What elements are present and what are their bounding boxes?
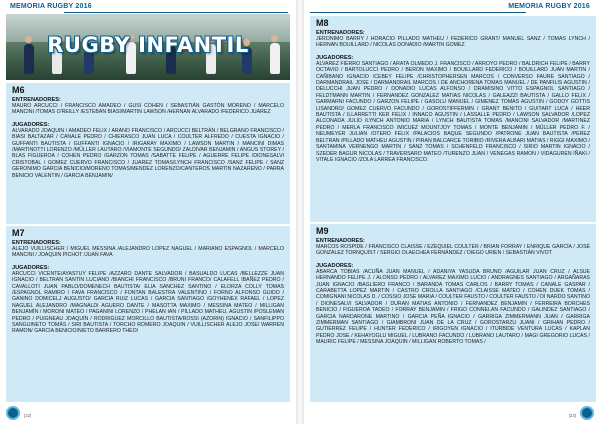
- header-rule-right: [310, 12, 526, 13]
- right-page: [304, 0, 600, 424]
- players-label: JUGADORES:: [12, 121, 50, 128]
- players-label: JUGADORES:: [316, 262, 354, 269]
- coaches-label: ENTRENADORES:: [316, 238, 365, 244]
- section-title: M7: [12, 228, 25, 238]
- section-title: M6: [12, 85, 25, 95]
- coaches-label: ENTRENADORES:: [316, 30, 365, 36]
- players-list: ALVAREZ FIERRO SANTIAGO / ARATA OLMEDO J. FRANCISCO / ARROYO PEDRO / BALDRICH FELIPE / BARRY OCTAVIO / BARTOLUCCI PEDRO / BERON MAXIMO / BOUILLARD FEDERICO / BOUILLARD JUAN MARTIN / CAÑIBANO IGNACIO /CEBEY FELIPE /CHRISTOPHERSEN MARCOS / CONVERSO FAURE SANTIAGO / DARMANDRAIL JOSE / DARMANDRAIL MARCOS / DE ANCHORENA TOMAS MANUEL / DE PANFILIS AGUSTIN / DELUCCHI JUAN PEDRO / DONADIO LUCAS ALFONSO / DRAMISINO VITTO ESPAGNOL SANTIAGO / FELDTMANN MARTIN / FERNANDEZ GONZALEZ MATIAS NICOLAS / GALEAZZI BAUTISTA / GALLO FELIX / GARMARNI FACUNDO / GARZON FELIPE / GASOLU MANUEL / GIMENEZ TOMAS AGUSTIN / GODOY GOTTIS LISANDRO/ GOMEZ CUERVO FACUNDO / GOROSTIFFERMIN / GRANT BENITO / GUITART LUCA / HEER BAUTISTA / ILLARRETTI KER FELIX / INNACO AGUSTIN / LASSALLE PEDRO / LAWSON SALVADOR /LOPEZ ALCONADA JULIO /LYNCH ANTONIO MARIA / LYNCH BAUTISTA TOMAS /MANCINI SALVADOR /MARTINEZ PEDRO / MERLA FRANCISCO /MICUEZ MOUNTJOY TOMAS / MONTE BENJAMIN / MÜLLER PEDRO F. / NEUMEYER JULIAN /OTERO FELIX /PALACIOS BAQUE SEGUNDO /PATRONE JUAN BAUTISTA /PEREZ BELTRAN /PILLADO MATHEU AGUSTIN / PIRAN BALCARCE TORIBIO /RIVERA ALBARI MATIAS / RIGGI MAXIMO / SANTAMINA VERNENGO MARTIN / SANZ TOMAS / SCHENFELD FRANCISCO / SIRIO MARTIN IGNACIO / SZEDER BAGUR NICOLAS / TRAVERSARO MATEO /TURENZO JUAN / VENEGAS RAMON / VIDAGUREN IÑAKI / VITALE IGNACIO /ZOLA LARREA FRANCISCO.: [316, 60, 590, 163]
- coaches-label: ENTRENADORES:: [12, 97, 61, 103]
- running-header-left: MEMORIA RUGBY 2016: [10, 3, 92, 10]
- page-number-right: |23|: [568, 413, 576, 418]
- players-label: JUGADORES:: [12, 264, 50, 271]
- players-list: ARCUCCI VICENTE/AYASTUY FELIPE /AZZARO DANTE SALVADOR / BASUALDO LUCAS /BELLEZZE JUAN IGNACIO / BELTRAN SANTIN LUCIANO /BIANCHI FRANCISCO /BRUNI FRANCO/ CALAFELL IBAÑEZ PEDRO / CAVALLOTI JUAN PABLO/DOMENECH BAUTISTA/ ELIA SANCHEZ SANTINO / ELORZA COLLY TOMAS /ESPAGNOL RAMIRO / FAVA FRANCISCO / FONTAN BALESTRA VALENTINO / FORNO ALFONSO GUIDO / GANINO DOMICELJ AUGUSTO/ GARCIA RUIZ LUCAS / GARCIA SANTIAGO /GOYHENEX RAFAEL / LOPEZ NAGUEL ALEJANDRO /MAGNALDI AGUERO DANTE / MASOTTA MAXIMO / MESSINA MATEO / MILLIGAN BENJAMÍN / MORONI MATEO / PAGANINI LORENZO / PHELAN IAN / PILLADO MATHEU, AGUSTIN /POSLEMAN PEDRO / PUIGNEAU JOAQUÍN / RODRIGUEZ MORCILLO BAUTISTA/ROSSI (AZORIN) IGNACIO / SANFILIPPO SANGUINETO TOMÁS / SIRI BAUTISTA / TORCHO ROMERO JOAQUIN / VUILLISCHER ALEJO JOSE/ WARREN RAMON/ GARCIA BENICIO/NIETO BARRERO THEO/: [12, 270, 284, 335]
- section-title: M8: [316, 18, 329, 28]
- coaches-label: ENTRENADORES:: [12, 240, 61, 246]
- section-title: M9: [316, 226, 329, 236]
- hero-photo: [6, 14, 290, 80]
- header-rule-left: [64, 12, 288, 13]
- running-header-right: MEMORIA RUGBY 2016: [508, 3, 590, 10]
- section-m6: [6, 83, 290, 224]
- players-list: ABARCA TOBIAS /ACUÑA JUAN MANUEL / ADANIYA YASUDA BRUNO /AGUILAR JUAN CRUZ / ALSUE HERNANDO FELIPE J. / ALONSO PEDRO / ALVAREZ MAXIMO LUCIO / ANDRAGNES SANTIAGO / ARGAÑARAS JUAN IGNACIO /BAGLIERO FRANCO / BARANDA TOMAS CARLOS / BARRY TOMAS / CANALE GASPAR / CARABETTA LOPEZ MARTIN / CASTRO CROLLA SANTIAGO /CLAISSE MATEO / COHEN DUEK TOMAS / COMIGNANI NICOLAS D. / COSSIO JOSE MARIA / COULTER FAUSTO / COULTER FAUSTO / DI NARDO SANTINO / DIONESALVI SALVADOR / DURAN MATIAS ANTONIO / FERNANDEZ BENJAMIN / FERREIRA BORCHES BENICIO / FIGUEROA TADEO / FORRAY BENJAMIN / FRIGO CONNELAN FACUNDO / GALINDEZ SANTIAGO / GARCIA NARDARONE MARTINO / GARCIA PEÑA IGNACIO / GARRIGA ZIMMERMANN JUAN / GARRIGA ZIMMERMAN SANTIAGO / GIAMBRONI JUAN DE LA CRUZ / GOROSTARZU JUANI / GRIHAN PEDRO / GUTIERREZ FELIPE / HUNTER FEDERICO / IRIGOYEN IGNACIO / ITURBIDE VENTURA LUCAS / KAPLAN PEDRO JOSE / KEHAYOGLU MIGUEL / LUBRANO FACUNDO / LUBRANO LAUTARO / MAGI GREGORIO LUCAS / MAURIC FELIPE / MESSINA JOAQUIN / MILLIGAN ROBERTO TOMAS /: [316, 268, 590, 346]
- left-page: [0, 0, 296, 424]
- section-m7: [6, 226, 290, 402]
- coaches-list: JERONIMO BARRY / HORACIO PILLADO MATHEU / FEDERICO GRANT/ MANUEL SANZ / TOMAS LYNCH / HERNAN BOUILLARD / NICOLAS DONADIO /MARTIN GOMEZ: [316, 36, 590, 49]
- coaches-list: MAURO ARCUCCI / FRANCISCO AMADEO / GUSI COHEN / SEBASTIÁN GASTÓN MORENO / MARCELO MANCINI /TOMAS O'REILLY /ESTEBAN BIASI/MARTIN LAWSON /HERNAN ALVARADO /FEDERICO JUAREZ: [12, 103, 284, 116]
- players-label: JUGADORES:: [316, 54, 354, 61]
- club-logo-icon: [6, 406, 20, 420]
- coaches-list: MARCOS ROSPIDE / FRANCISCO CLAISSE / EZEQUIEL COULTER / BRIAN FORRAY / ENRIQUE GARCÍA / JOSÉ GONZALEZ TORNQUIST / SERGIO OLAECHEA FERNÁNDEZ / DIEGO URIEN / SEBASTIÁN VIVOT: [316, 244, 590, 257]
- section-m9: [310, 224, 596, 402]
- club-logo-icon: [580, 406, 594, 420]
- book-spine: [296, 0, 304, 424]
- coaches-list: ALEJO VUILLISCHER / MIGUEL MESSINA /ALEJANDRO LOPEZ NAGUEL / MARIANO ESPAGNOL / MARCELO MANCINI / JOAQUIN PICHOT /JUAN FAVA: [12, 246, 284, 259]
- section-m8: [310, 16, 596, 222]
- page-number-left: |22|: [24, 413, 32, 418]
- hero-title: RUGBY INFANTIL: [47, 33, 249, 57]
- players-list: ALVARADO JOAQUIN / AMADEO FELIX / ARANO FRANCISCO / ARCUCCI BELTRÁN / BELGRANO FRANCISCO / BIASI BALTAZAR / CANALE PEDRO / CHIERASCO JUAN LUCA / COULTER ALFREDO / CUESTA IGNACIO / GUFFANTI BAUTISTA / GUFFANTI IGNACIO / IRIGARAY MAXIMO / LAWSON MARTIN / MANCINI DIMAS /MARTINOTTI LORENZO /MÜLLER LAUTARO /VIAMONTE SEGUNDO/ ZALDIVAR BENJAMIN / ANGUS STOREY / BLAS FIGUEROA / COHEN PEDRO /GARZON TOMAS /SABATTE FELIPE / AGUERRE FELIPE /DIONESALVI CRISTOBAL / GOMEZ CUERVO FRANCISCO / JUAREZ TOMAS/LYNCH FRANCISCO /SANZ FELIPE / SANZ GERONIMO GARCIA BENICIO/MORENO TOMAS/MENDEZ LORENZO/CANTEROS MARTIN NAZARENO / PARRA BENICIO VALENTIN / GARCIA BENJAMIN/: [12, 127, 284, 179]
